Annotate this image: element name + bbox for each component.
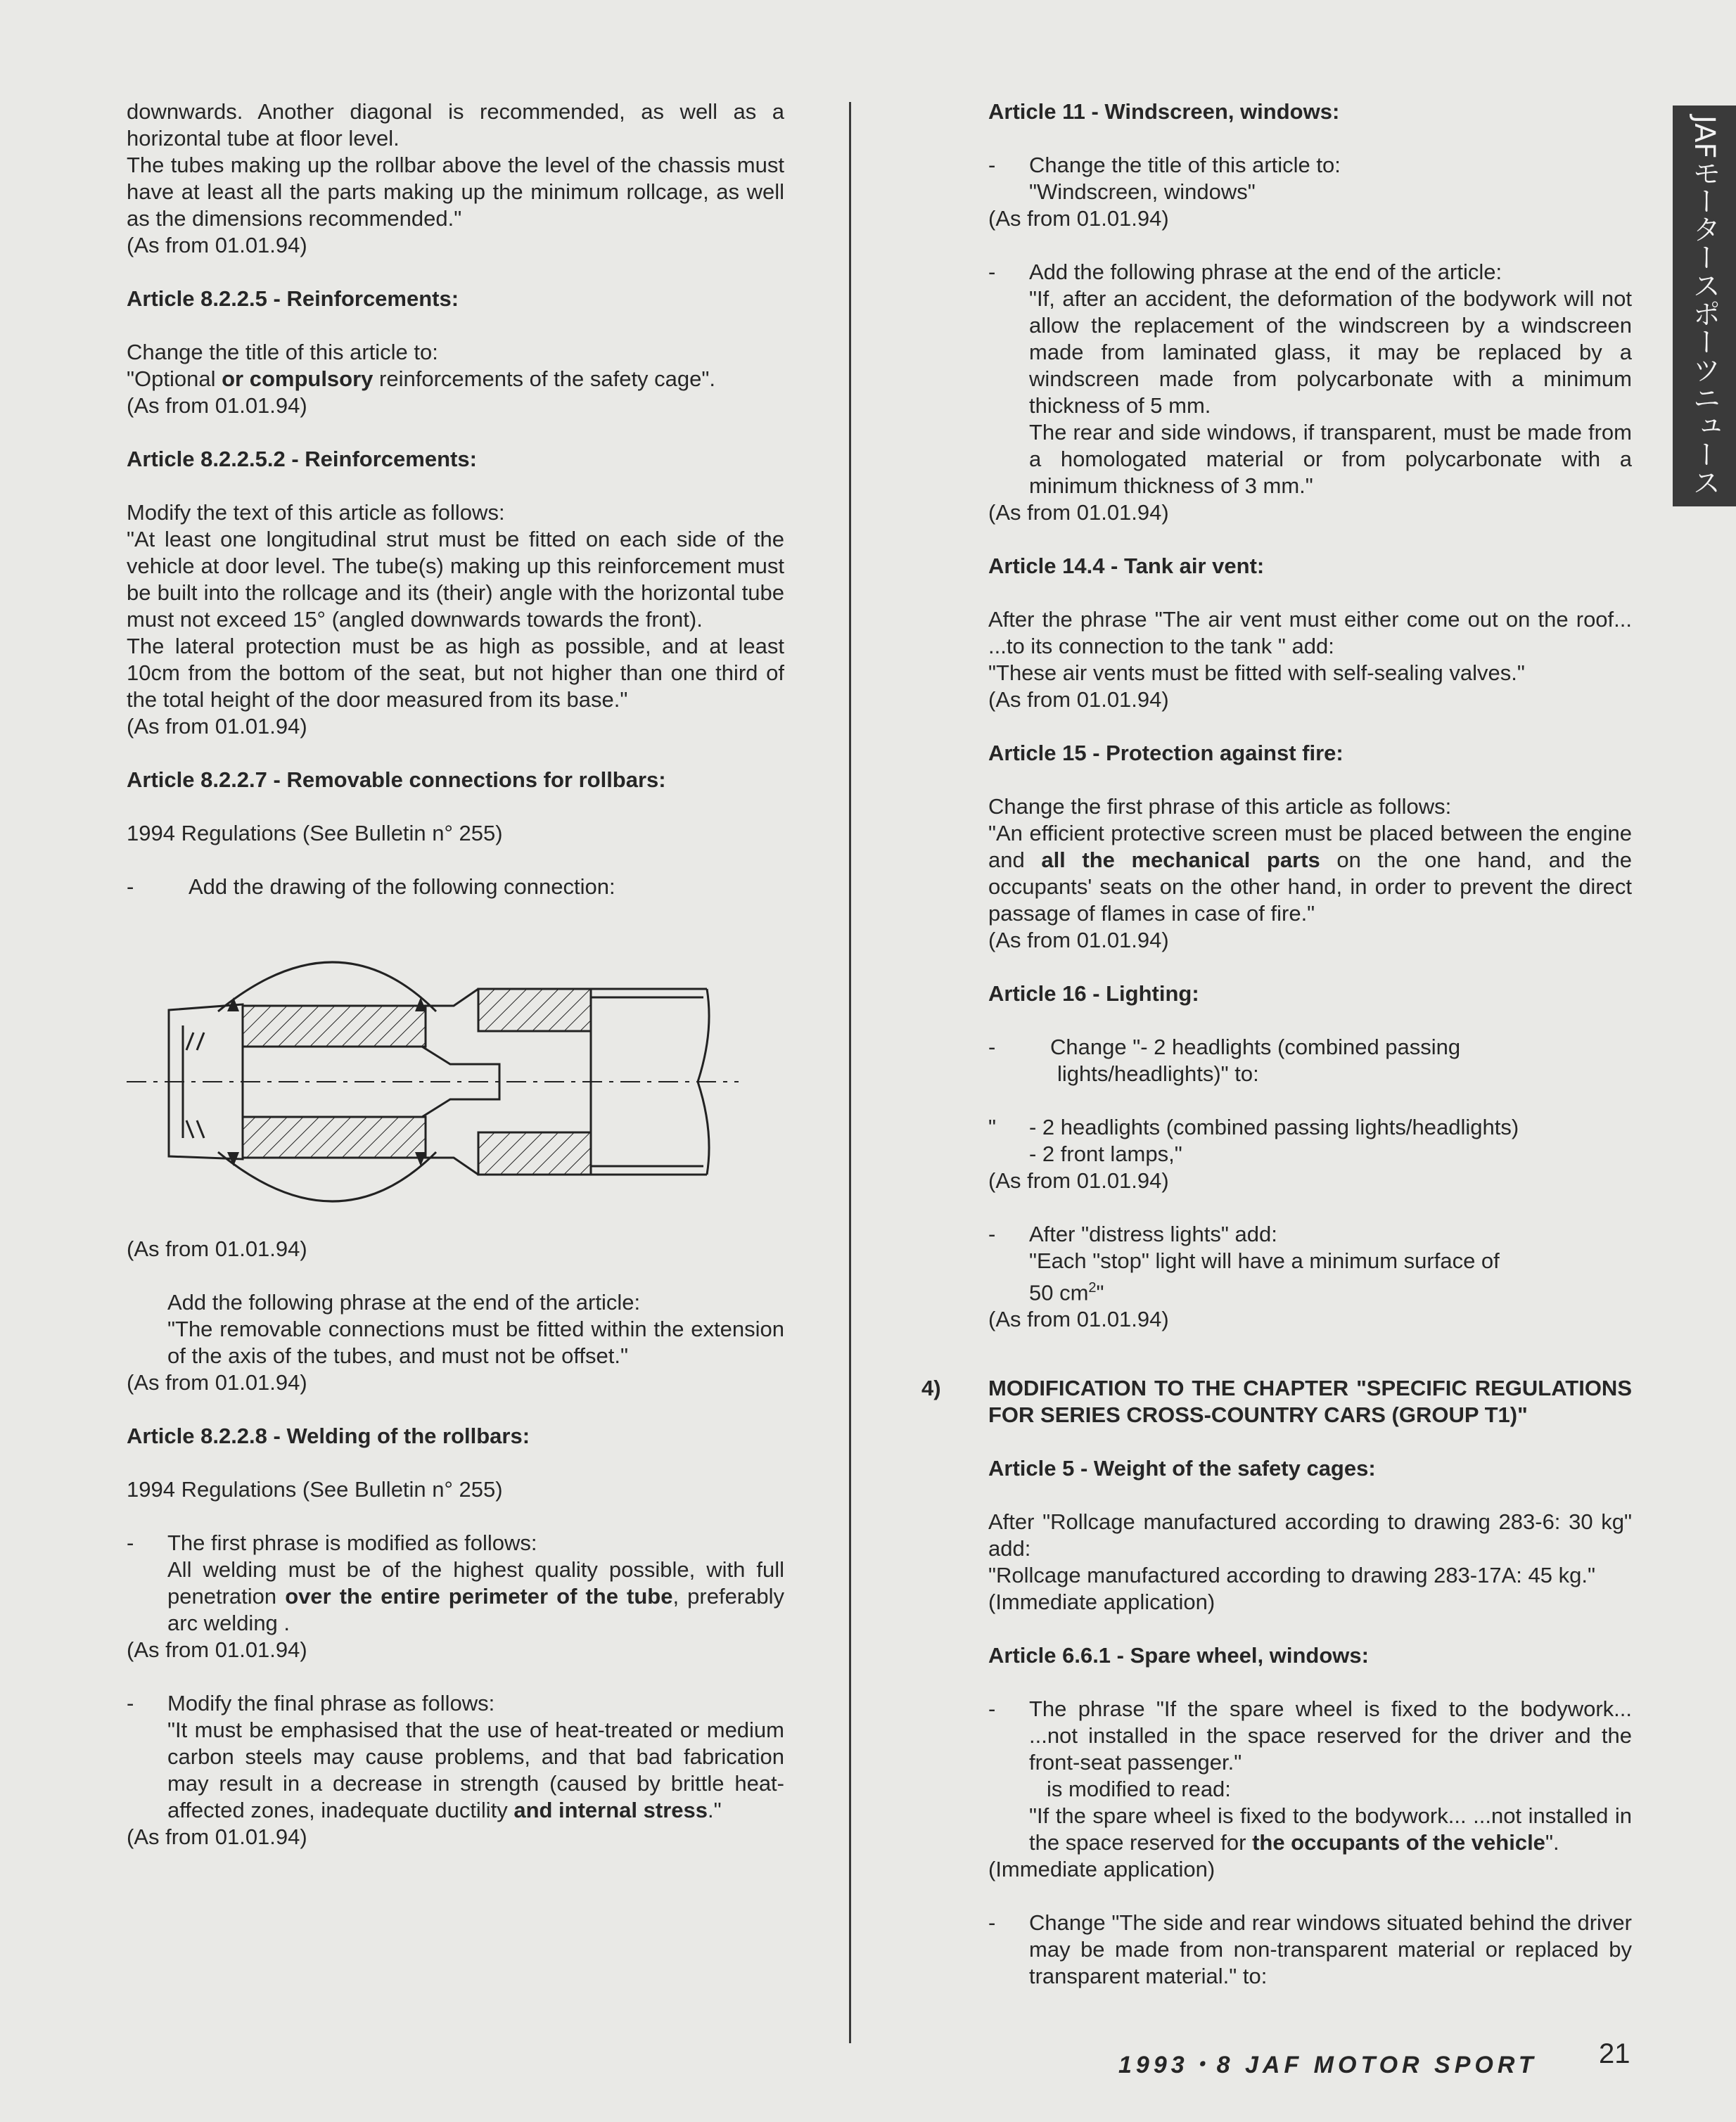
paragraph: The lateral protection must be as high as possible, and at least 10cm from the bottom of the seat, but not higher than one third of the total height of the door measured from its base."	[127, 634, 784, 712]
date-note: (As from 01.01.94)	[127, 233, 307, 257]
date-note: (Immediate application)	[988, 1857, 1215, 1882]
list-item: - The first phrase is modified as follows: All welding must be of the highest quality possible, with full penetration over the entire perimeter of the tube, preferably arc welding .	[127, 1530, 784, 1635]
list-item: - Change "The side and rear windows situated behind the driver may be made from non-transparent material or replaced by transparent material." to:	[988, 1910, 1632, 1989]
right-column	[921, 98, 1632, 1990]
connection-drawing	[127, 927, 784, 1222]
paragraph: "An efficient protective screen must be placed between the engine and all the mechanical parts on the one hand, and the occupants' seats on the other hand, in order to prevent the direct passage of flames in case of fire."	[988, 821, 1632, 926]
list-item: - Change the title of this article to: "Windscreen, windows"	[988, 153, 1341, 204]
footer-title: 1993・8 JAF MOTOR SPORT	[1118, 2052, 1538, 2078]
paragraph: "At least one longitudinal strut must be fitted on each side of the vehicle at door level. The tube(s) making up this reinforcement must be built into the rollcage and its (their) angle with the horizontal tube must not exceed 15° (angled downwards towards the front).	[127, 527, 784, 632]
paragraph: After the phrase "The air vent must either come out on the roof... ...to its connection to the tank " add:	[988, 607, 1632, 658]
date-note: (As from 01.01.94)	[127, 714, 307, 739]
article-heading: Article 8.2.2.8 - Welding of the rollbars:	[127, 1424, 530, 1448]
section-heading: 4) MODIFICATION TO THE CHAPTER "SPECIFIC REGULATIONS FOR SERIES CROSS-COUNTRY CARS (GROUP T1)"	[921, 1376, 1632, 1428]
date-note: (As from 01.01.94)	[988, 206, 1169, 231]
paragraph: The tubes making up the rollbar above the level of the chassis must have at least all the parts making up the minimum rollcage, as well as the dimensions recommended."	[127, 153, 784, 231]
date-note: (As from 01.01.94)	[127, 1236, 307, 1261]
list-item: - The phrase "If the spare wheel is fixed to the bodywork... ...not installed in the space reserved for the driver and the front-seat passenger." is modified to read: "If the spare wheel is fixed to the bodywork... ...not installed in the space reserved for the occupants of the vehicle".	[988, 1696, 1632, 1855]
article-heading: Article 8.2.2.7 - Removable connections for rollbars:	[127, 767, 666, 792]
paragraph: 1994 Regulations (See Bulletin n° 255)	[127, 821, 503, 845]
article-heading: Article 11 - Windscreen, windows:	[988, 99, 1340, 124]
date-note: (As from 01.01.94)	[988, 928, 1169, 952]
article-heading: Article 8.2.2.5 - Reinforcements:	[127, 286, 459, 311]
date-note: (As from 01.01.94)	[988, 1307, 1169, 1332]
list-item: - Add the following phrase at the end of the article: "If, after an accident, the deformation of the bodywork will not allow the replacement of the windscreen by a windscreen made from laminated glass, it may be replaced by a windscreen made from polycarbonate with a minimum thickness of 5 mm. The rear and side windows, if transparent, must be made from a homologated material or from polycarbonate with a minimum thickness of 3 mm."	[988, 260, 1632, 498]
article-heading: Article 15 - Protection against fire:	[988, 741, 1344, 765]
list-item: - Change "- 2 headlights (combined passing lights/headlights)" to:	[988, 1035, 1461, 1086]
list-item: - Modify the final phrase as follows: "It must be emphasised that the use of heat-treated or medium carbon steels may cause problems, and that bad fabrication may result in a decrease in strength (caused by brittle heat-affected zones, inadequate ductility and internal stress."	[127, 1691, 784, 1822]
date-note: (As from 01.01.94)	[127, 1637, 307, 1662]
date-note: (As from 01.01.94)	[988, 687, 1169, 712]
paragraph: 1994 Regulations (See Bulletin n° 255)	[127, 1477, 503, 1502]
paragraph: Add the following phrase at the end of the article: "The removable connections must be fitted within the extension of the axis of the tubes, and must not be offset."	[167, 1290, 784, 1368]
article-heading: Article 5 - Weight of the safety cages:	[988, 1456, 1376, 1481]
list-item: - Add the drawing of the following connection:	[127, 874, 615, 899]
left-column	[127, 98, 784, 1877]
date-note: (As from 01.01.94)	[127, 1370, 307, 1395]
paragraph: Modify the text of this article as follows:	[127, 500, 505, 525]
article-heading: Article 14.4 - Tank air vent:	[988, 554, 1265, 578]
date-note: (As from 01.01.94)	[127, 393, 307, 418]
paragraph: After "Rollcage manufactured according to drawing 283-6: 30 kg" add:	[988, 1509, 1632, 1561]
paragraph: Change the first phrase of this article as follows:	[988, 794, 1452, 819]
paragraph: "These air vents must be fitted with self-sealing valves."	[988, 660, 1525, 685]
article-heading: Article 8.2.2.5.2 - Reinforcements:	[127, 447, 477, 471]
column-divider	[849, 102, 851, 2043]
article-heading: Article 16 - Lighting:	[988, 981, 1199, 1006]
date-note: (As from 01.01.94)	[127, 1824, 307, 1849]
article-heading: Article 6.6.1 - Spare wheel, windows:	[988, 1643, 1369, 1668]
paragraph: Change the title of this article to:	[127, 340, 438, 364]
page-number: 21	[1599, 2038, 1630, 2069]
list-item: - After "distress lights" add: "Each "stop" light will have a minimum surface of 50 $cm^2$"	[988, 1222, 1500, 1305]
side-tab: JAFモータースポーツニュース	[1673, 106, 1736, 506]
paragraph: "Optional or compulsory reinforcements of the safety cage".	[127, 366, 716, 391]
date-note: (As from 01.01.94)	[988, 500, 1169, 525]
date-note: (Immediate application)	[988, 1590, 1215, 1615]
paragraph: downwards. Another diagonal is recommended, as well as a horizontal tube at floor level.	[127, 99, 784, 151]
list-item: " - 2 headlights (combined passing lights/headlights) - 2 front lamps,"	[988, 1115, 1519, 1166]
date-note: (As from 01.01.94)	[988, 1168, 1169, 1193]
paragraph: "Rollcage manufactured according to drawing 283-17A: 45 kg."	[988, 1563, 1595, 1588]
